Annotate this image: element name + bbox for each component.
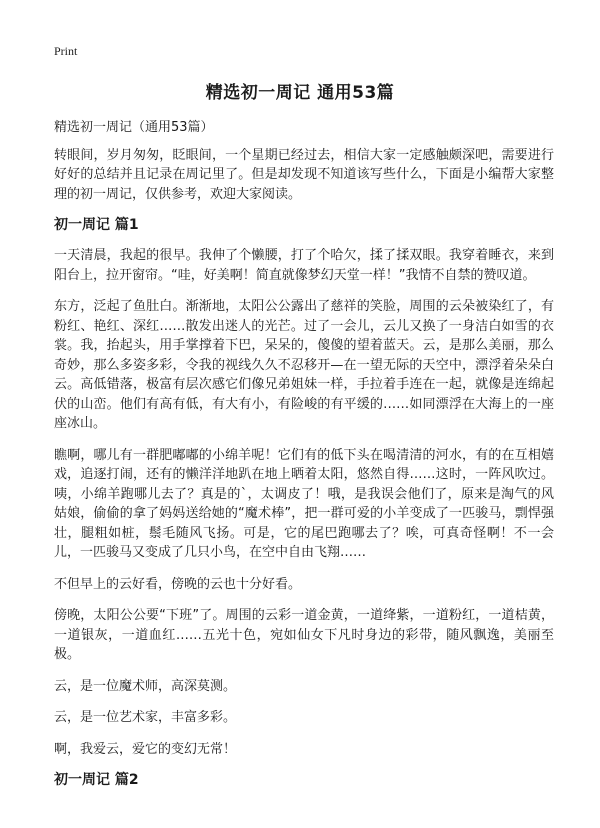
intro-paragraph: 转眼间，岁月匆匆，眨眼间，一个星期已经过去，相信大家一定感触颇深吧，需要进行好好的总结并且记录在周记里了。但是却发现不知道该写些什么，下面是小编帮大家整理的初一周记，仅供参考，欢迎大家阅读。 [54,147,554,202]
document-body [54,118,554,801]
paragraph: 不但早上的云好看，傍晚的云也十分好看。 [54,576,302,592]
paragraph: 一天清晨，我起的很早。我伸了个懒腰，打了个哈欠，揉了揉双眼。我穿着睡衣，来到阳台上，拉开窗帘。“哇，好美啊！简直就像梦幻天堂一样！”我情不自禁的赞叹道。 [54,248,554,283]
section-heading-1: 初一周记 篇1 [54,217,139,233]
section-heading-2: 初一周记 篇2 [54,772,139,788]
document-subtitle: 精选初一周记（通用53篇） [54,120,214,135]
paragraph: 瞧啊，哪儿有一群肥嘟嘟的小绵羊呢！它们有的低下头在喝清清的河水，有的在互相嬉戏，追逐打闹，还有的懒洋洋地趴在地上晒着太阳，悠然自得……这时，一阵风吹过。咦，小绵羊跑哪儿去了？真是的`，太调皮了！哦，是我误会他们了，原来是淘气的风姑娘，偷偷的拿了妈妈送给她的“魔术棒”，把一群可爱的小羊变成了一匹骏马，剽悍强壮，腿粗如桩，鬃毛随风飞扬。可是，它的尾巴跑哪去了？唉，可真奇怪啊！不一会儿，一匹骏马又变成了几只小鸟，在空中自由飞翔…… [54,447,554,560]
print-link[interactable]: Print [54,44,78,58]
paragraph: 东方，泛起了鱼肚白。渐渐地，太阳公公露出了慈祥的笑脸，周围的云朵被染红了，有粉红、艳红、深红……散发出迷人的光芒。过了一会儿，云儿又换了一身洁白如雪的衣裳。我，抬起头，用手掌撑着下巴，呆呆的，傻傻的望着蓝天。云，是那么美丽，那么奇妙，那么多姿多彩，令我的视线久久不忍移开—在一望无际的天空中，漂浮着朵朵白云。高低错落，极富有层次感它们像兄弟姐妹一样，手拉着手连在一起，就像是连绵起伏的山峦。他们有高有低，有大有小，有险峻的有平缓的……如同漂浮在大海上的一座座冰山。 [54,299,554,431]
paragraph: 云，是一位魔术师，高深莫测。 [54,678,237,694]
paragraph: 云，是一位艺术家，丰富多彩。 [54,710,237,725]
paragraph: 傍晚，太阳公公要“下班”了。周围的云彩一道金黄，一道绛紫，一道粉红，一道桔黄，一道银灰，一道血红……五光十色，宛如仙女下凡时身边的彩带，随风飘逸，美丽至极。 [54,608,554,662]
paragraph: 啊，我爱云，爱它的变幻无常！ [54,741,237,757]
page-title: 精选初一周记 通用53篇 [205,83,395,103]
